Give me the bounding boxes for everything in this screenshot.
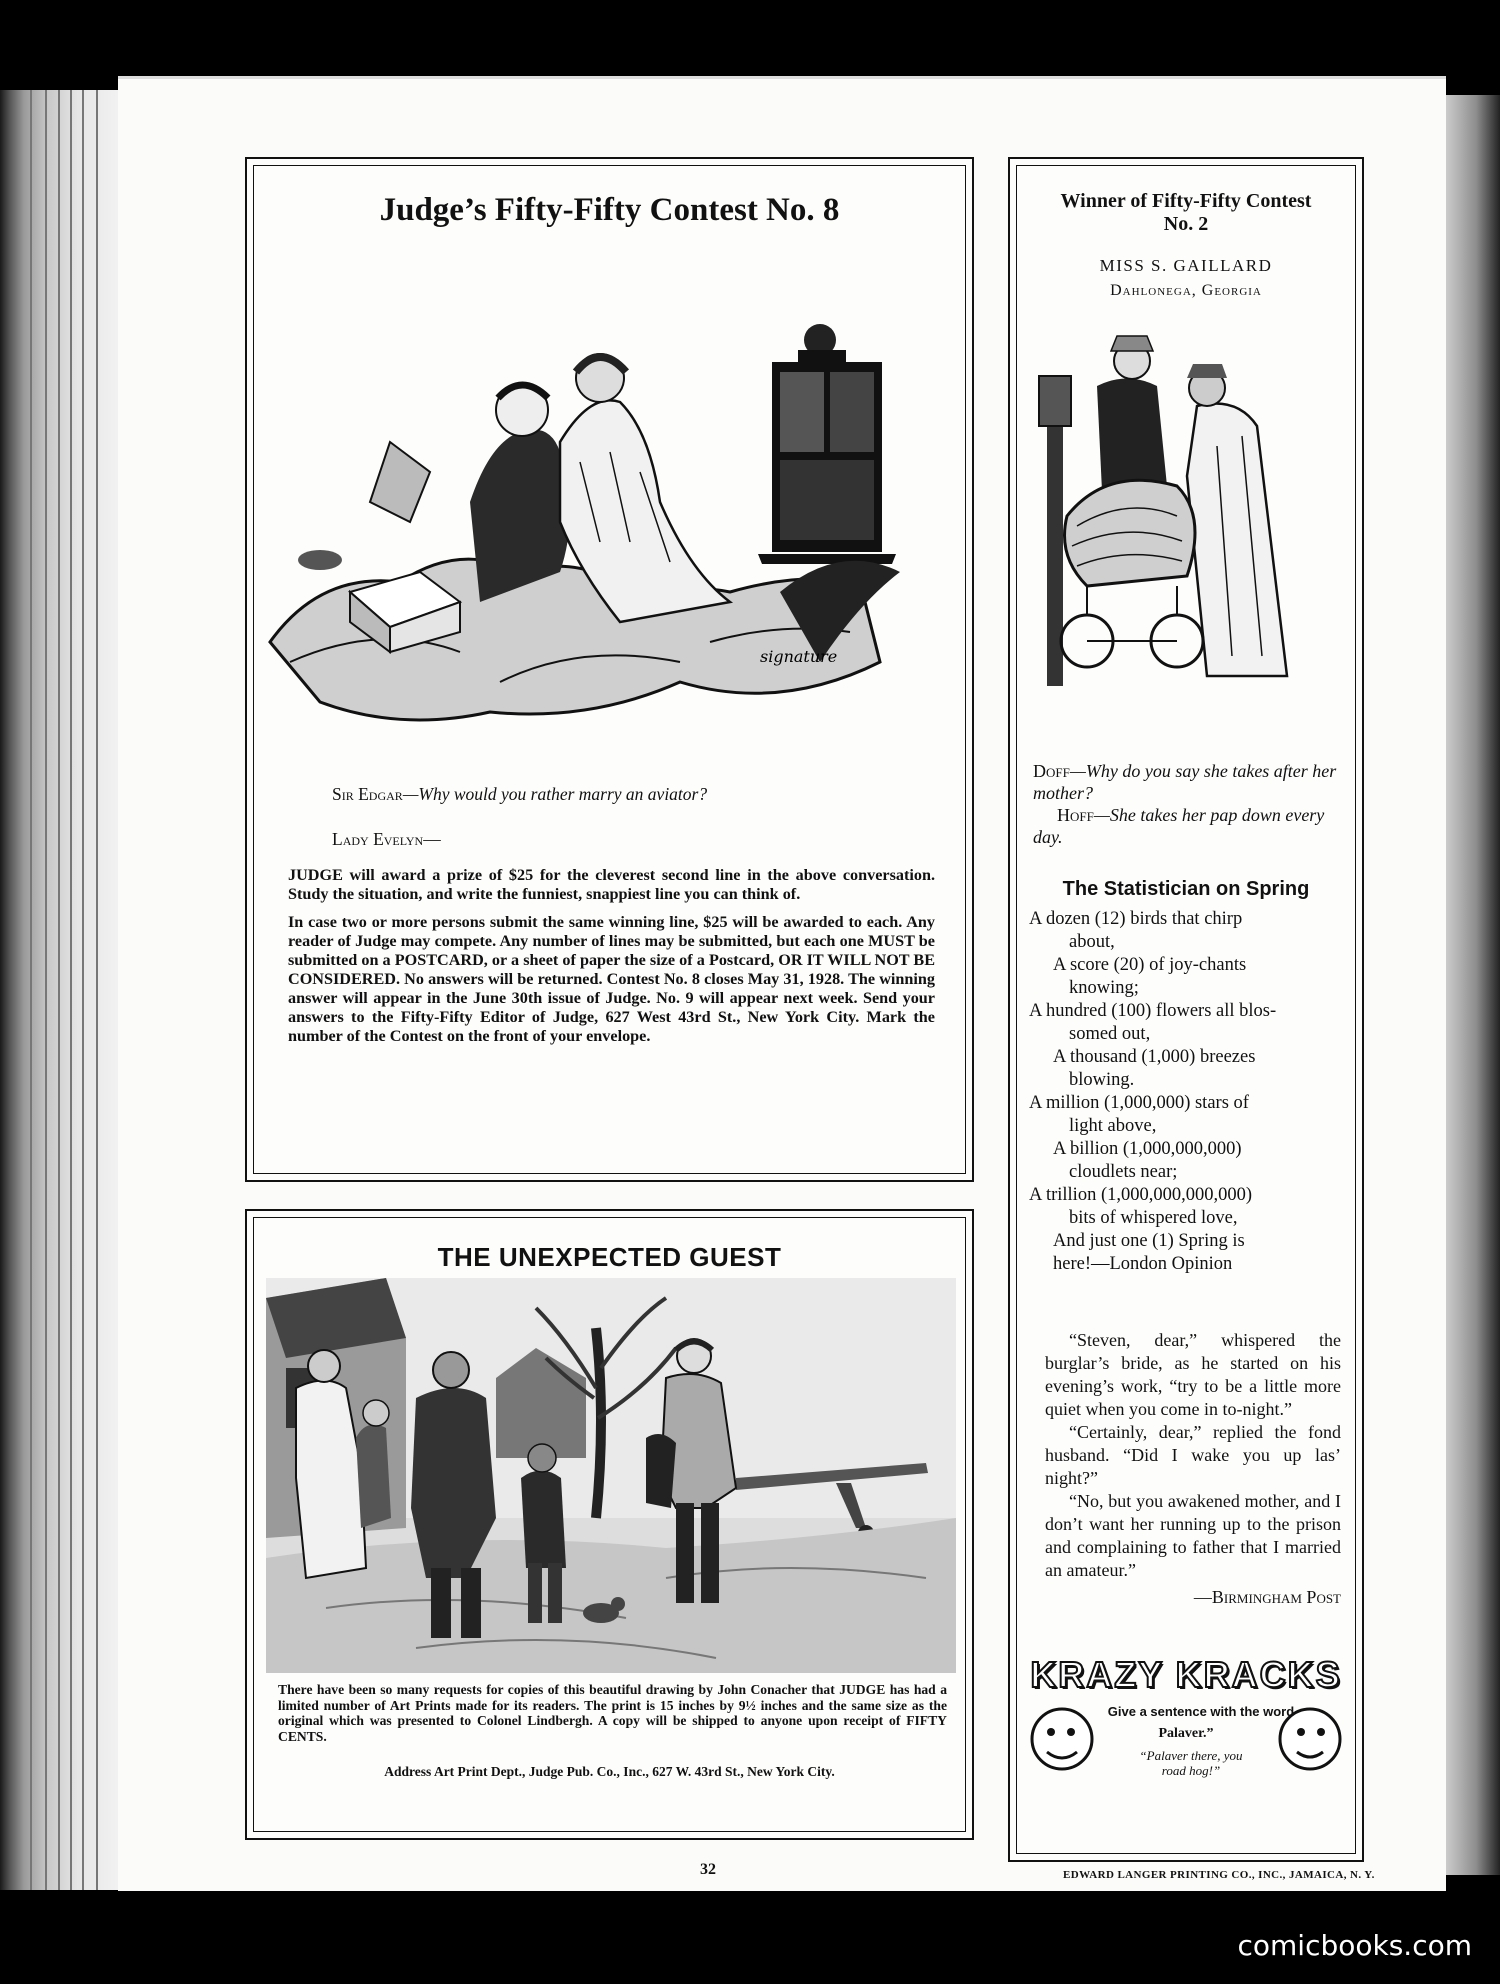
contest-8-inner-frame (253, 165, 966, 1174)
art-print-address: Address Art Print Dept., Judge Pub. Co., Inc., 627 W. 43rd St., New York City. (384, 1764, 835, 1779)
poem-line: knowing; (1069, 978, 1139, 998)
contest-8-title: Judge’s Fifty-Fifty Contest No. 8 (379, 192, 840, 228)
joke-credit: —Birmingham Post (1193, 1587, 1341, 1607)
poem-line: A hundred (100) flowers all blos- (1029, 1001, 1277, 1021)
book-binding (0, 90, 120, 1890)
unexpected-guest-illustration (266, 1278, 956, 1673)
poem-line: blowing. (1069, 1070, 1135, 1090)
poem-line: about, (1069, 932, 1115, 952)
poem-body (1029, 908, 1341, 1276)
krazy-kracks-box (1027, 1654, 1345, 1814)
contest-8-panel (245, 157, 974, 1182)
krazy-kracks-logo: KRAZY KRACKS (1030, 1654, 1342, 1695)
krazy-prompt: Give a sentence with the word (1107, 1704, 1295, 1719)
poem-line: A trillion (1,000,000,000,000) (1029, 1185, 1253, 1205)
hoff-line: Hoff—She takes her pap down every day. (1033, 805, 1325, 847)
poem-line: A billion (1,000,000,000) (1053, 1139, 1242, 1159)
poem-line: A score (20) of joy-chants (1053, 955, 1247, 975)
page-number: 32 (700, 1861, 716, 1878)
joke-paragraph-1: “Steven, dear,” whispered the burglar’s bride, as he started on his evening’s work, “try to be a little more quiet when you come in to-night.” (1045, 1330, 1341, 1419)
printer-credit: EDWARD LANGER PRINTING CO., INC., JAMAICA, N. Y. (1063, 1869, 1375, 1881)
krazy-word: Palaver.” (1158, 1726, 1214, 1741)
contest-rules (288, 866, 935, 1046)
rules-paragraph-1: JUDGE will award a prize of $25 for the cleverest second line in the above conversation. Study the situation, and write the funniest, snappiest line you can think of. (288, 866, 935, 903)
poem-line: bits of whispered love, (1069, 1208, 1238, 1228)
couple-illustration (260, 242, 960, 742)
svg-text:signature: signature (760, 647, 838, 666)
unexpected-guest-title: THE UNEXPECTED GUEST (437, 1242, 782, 1272)
poem-line: A dozen (12) birds that chirp (1029, 909, 1243, 929)
poem-line: here!—London Opinion (1053, 1254, 1233, 1274)
winner-title-line-2: No. 2 (1163, 213, 1209, 235)
poem-line: A thousand (1,000) breezes (1053, 1047, 1256, 1067)
baby-carriage-illustration (1027, 316, 1357, 716)
winner-name: MISS S. GAILLARD (1099, 256, 1273, 275)
doff-line: Doff—Why do you say she takes after her mother? (1033, 761, 1337, 803)
burglar-joke (1045, 1329, 1341, 1609)
poem-line: And just one (1) Spring is (1053, 1231, 1245, 1251)
unexpected-guest-panel (245, 1209, 974, 1840)
magazine-page (118, 76, 1446, 1891)
dialogue-line-2: Lady Evelyn— (332, 829, 441, 849)
winner-place: Dahlonega, Georgia (1110, 282, 1262, 299)
poem-line: A million (1,000,000) stars of (1029, 1093, 1249, 1113)
poem-line: light above, (1069, 1116, 1157, 1136)
face-left-icon (1027, 1694, 1097, 1784)
krazy-answer: “Palaver there, you road hog!” (1139, 1748, 1243, 1778)
unexpected-guest-inner-frame (253, 1217, 966, 1832)
art-print-caption: There have been so many requests for copies of this beautiful drawing by John Conacher that JUDGE has had a limited number of Art Prints made for its readers. The print is 15 inches by 9½ inches and the same size as the original which was presented to Colonel Lindbergh. A copy will be shipped to anyone upon receipt of FIFTY CENTS. (278, 1682, 947, 1744)
right-column-panel (1008, 157, 1364, 1862)
watermark: comicbooks.com (1237, 1929, 1472, 1962)
right-column-inner-frame (1016, 165, 1356, 1854)
winner-title-line-1: Winner of Fifty-Fifty Contest (1060, 190, 1312, 212)
poem-title: The Statistician on Spring (1062, 878, 1310, 900)
dialogue-line-1: Sir Edgar—Why would you rather marry an aviator? (332, 784, 708, 804)
poem-line: somed out, (1069, 1024, 1151, 1044)
poem-line: cloudlets near; (1069, 1162, 1178, 1182)
rules-paragraph-2: In case two or more persons submit the same winning line, $25 will be awarded to each. Any reader of Judge may compete. Any number of lines may be submitted, but each one MUST be submitted on a POSTCARD, or a sheet of paper the size of a Postcard, OR IT WILL NOT BE CONSIDERED. No answers will be returned. Contest No. 8 closes May 31, 1928. The winning answer will appear in the June 30th issue of Judge. No. 9 will appear next week. Send your answers to the Fifty-Fifty Editor of Judge, 627 West 43rd St., New York City. Mark the number of the Contest on the front of your envelope. (288, 913, 935, 1045)
joke-paragraph-2: “Certainly, dear,” replied the fond husband. “Did I wake you up las’ night?” (1045, 1422, 1341, 1488)
winner-title (1017, 190, 1355, 236)
joke-paragraph-3: “No, but you awakened mother, and I don’t want her running up to the prison and complaining to father that I married an amateur.” (1045, 1491, 1341, 1580)
